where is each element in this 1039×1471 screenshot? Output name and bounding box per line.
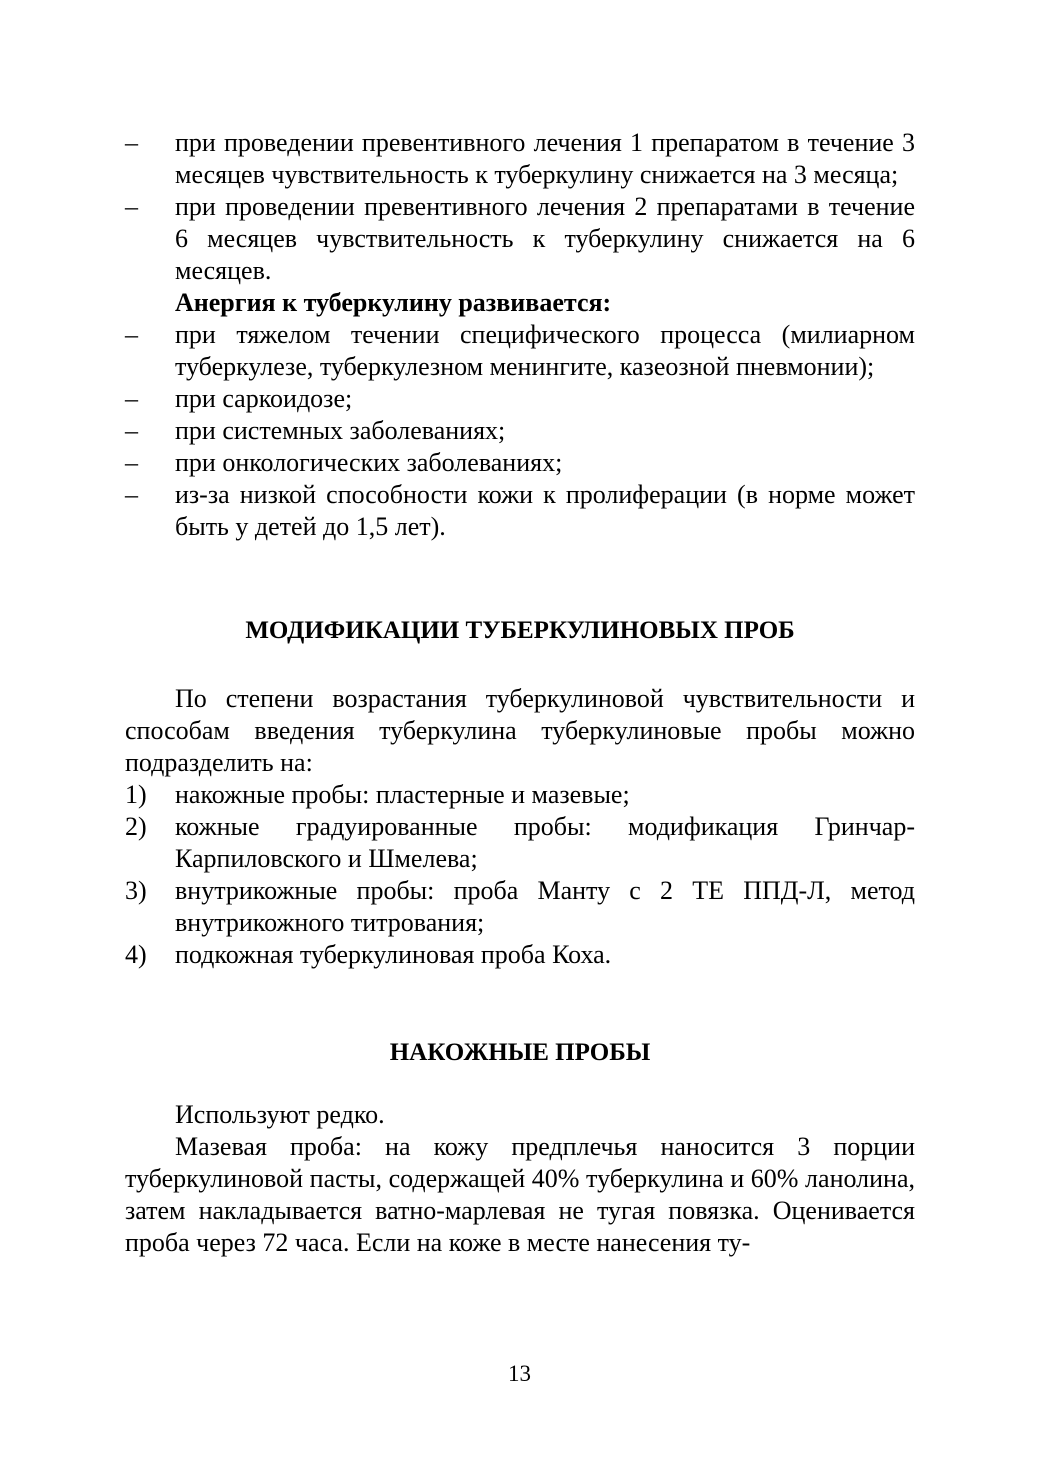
list-marker: – <box>125 416 138 445</box>
list-item-text: при тяжелом течении специфического процесса (милиарном туберкулезе, туберкулезном менингите, казеозной пневмонии); <box>175 320 915 381</box>
section-title-modifications: МОДИФИКАЦИИ ТУБЕРКУЛИНОВЫХ ПРОБ <box>245 617 795 644</box>
list-item <box>125 875 915 939</box>
list-item-text: из-за низкой способности кожи к пролиферации (в норме может быть у детей до 1,5 лет). <box>175 480 915 541</box>
list-marker: 4) <box>125 940 147 969</box>
paragraph: Используют редко. <box>175 1100 385 1129</box>
list-item <box>125 415 915 447</box>
section-title-cutaneous: НАКОЖНЫЕ ПРОБЫ <box>389 1039 651 1066</box>
list-anergy <box>125 319 915 543</box>
list-marker: – <box>125 448 138 477</box>
list-item-text: внутрикожные пробы: проба Манту с 2 ТЕ ППД-Л, метод внутрикожного титрования; <box>175 876 915 937</box>
list-item-text: подкожная туберкулиновая проба Коха. <box>175 940 612 969</box>
list-item <box>125 127 915 191</box>
list-marker: 1) <box>125 780 147 809</box>
list-marker: – <box>125 192 138 221</box>
anergy-heading: Анергия к туберкулину развивается: <box>175 288 612 317</box>
list-marker: 2) <box>125 812 147 841</box>
page-number: 13 <box>508 1361 531 1386</box>
section-intro: По степени возрастания туберкулиновой чувствительности и способам введения туберкулина туберкулиновые пробы можно подразделить на: <box>125 684 915 777</box>
list-item-text: при онкологических заболеваниях; <box>175 448 563 477</box>
list-item-text: при саркоидозе; <box>175 384 353 413</box>
list-item-text: при системных заболеваниях; <box>175 416 506 445</box>
list-marker: – <box>125 128 138 157</box>
paragraph: Мазевая проба: на кожу предплечья наносится 3 порции туберкулиновой пасты, содержащей 40% туберкулина и 60% ланолина, затем накладывается ватно-марлевая не тугая повязка. Оценивается проба через 72 часа. Если на коже в месте нанесения ту- <box>125 1132 915 1257</box>
list-item <box>125 939 915 971</box>
list-item <box>125 383 915 415</box>
list-item <box>125 319 915 383</box>
list-item <box>125 479 915 543</box>
list-item <box>125 447 915 479</box>
list-marker: – <box>125 320 138 349</box>
list-item <box>125 191 915 287</box>
page-content <box>125 127 915 1259</box>
list-item-text: при проведении превентивного лечения 1 препаратом в течение 3 месяцев чувствительность к туберкулину снижается на 3 месяца; <box>175 128 915 189</box>
list-marker: – <box>125 384 138 413</box>
list-item <box>125 779 915 811</box>
list-item-text: накожные пробы: пластерные и мазевые; <box>175 780 630 809</box>
list-item <box>125 811 915 875</box>
list-marker: – <box>125 480 138 509</box>
list-marker: 3) <box>125 876 147 905</box>
list-item-text: при проведении превентивного лечения 2 препаратами в течение 6 месяцев чувствительность к туберкулину снижается на 6 месяцев. <box>175 192 915 285</box>
list-modifications <box>125 779 915 971</box>
list-item-text: кожные градуированные пробы: модификация Гринчар-Карпиловского и Шмелева; <box>175 812 915 873</box>
list-preventive <box>125 127 915 287</box>
